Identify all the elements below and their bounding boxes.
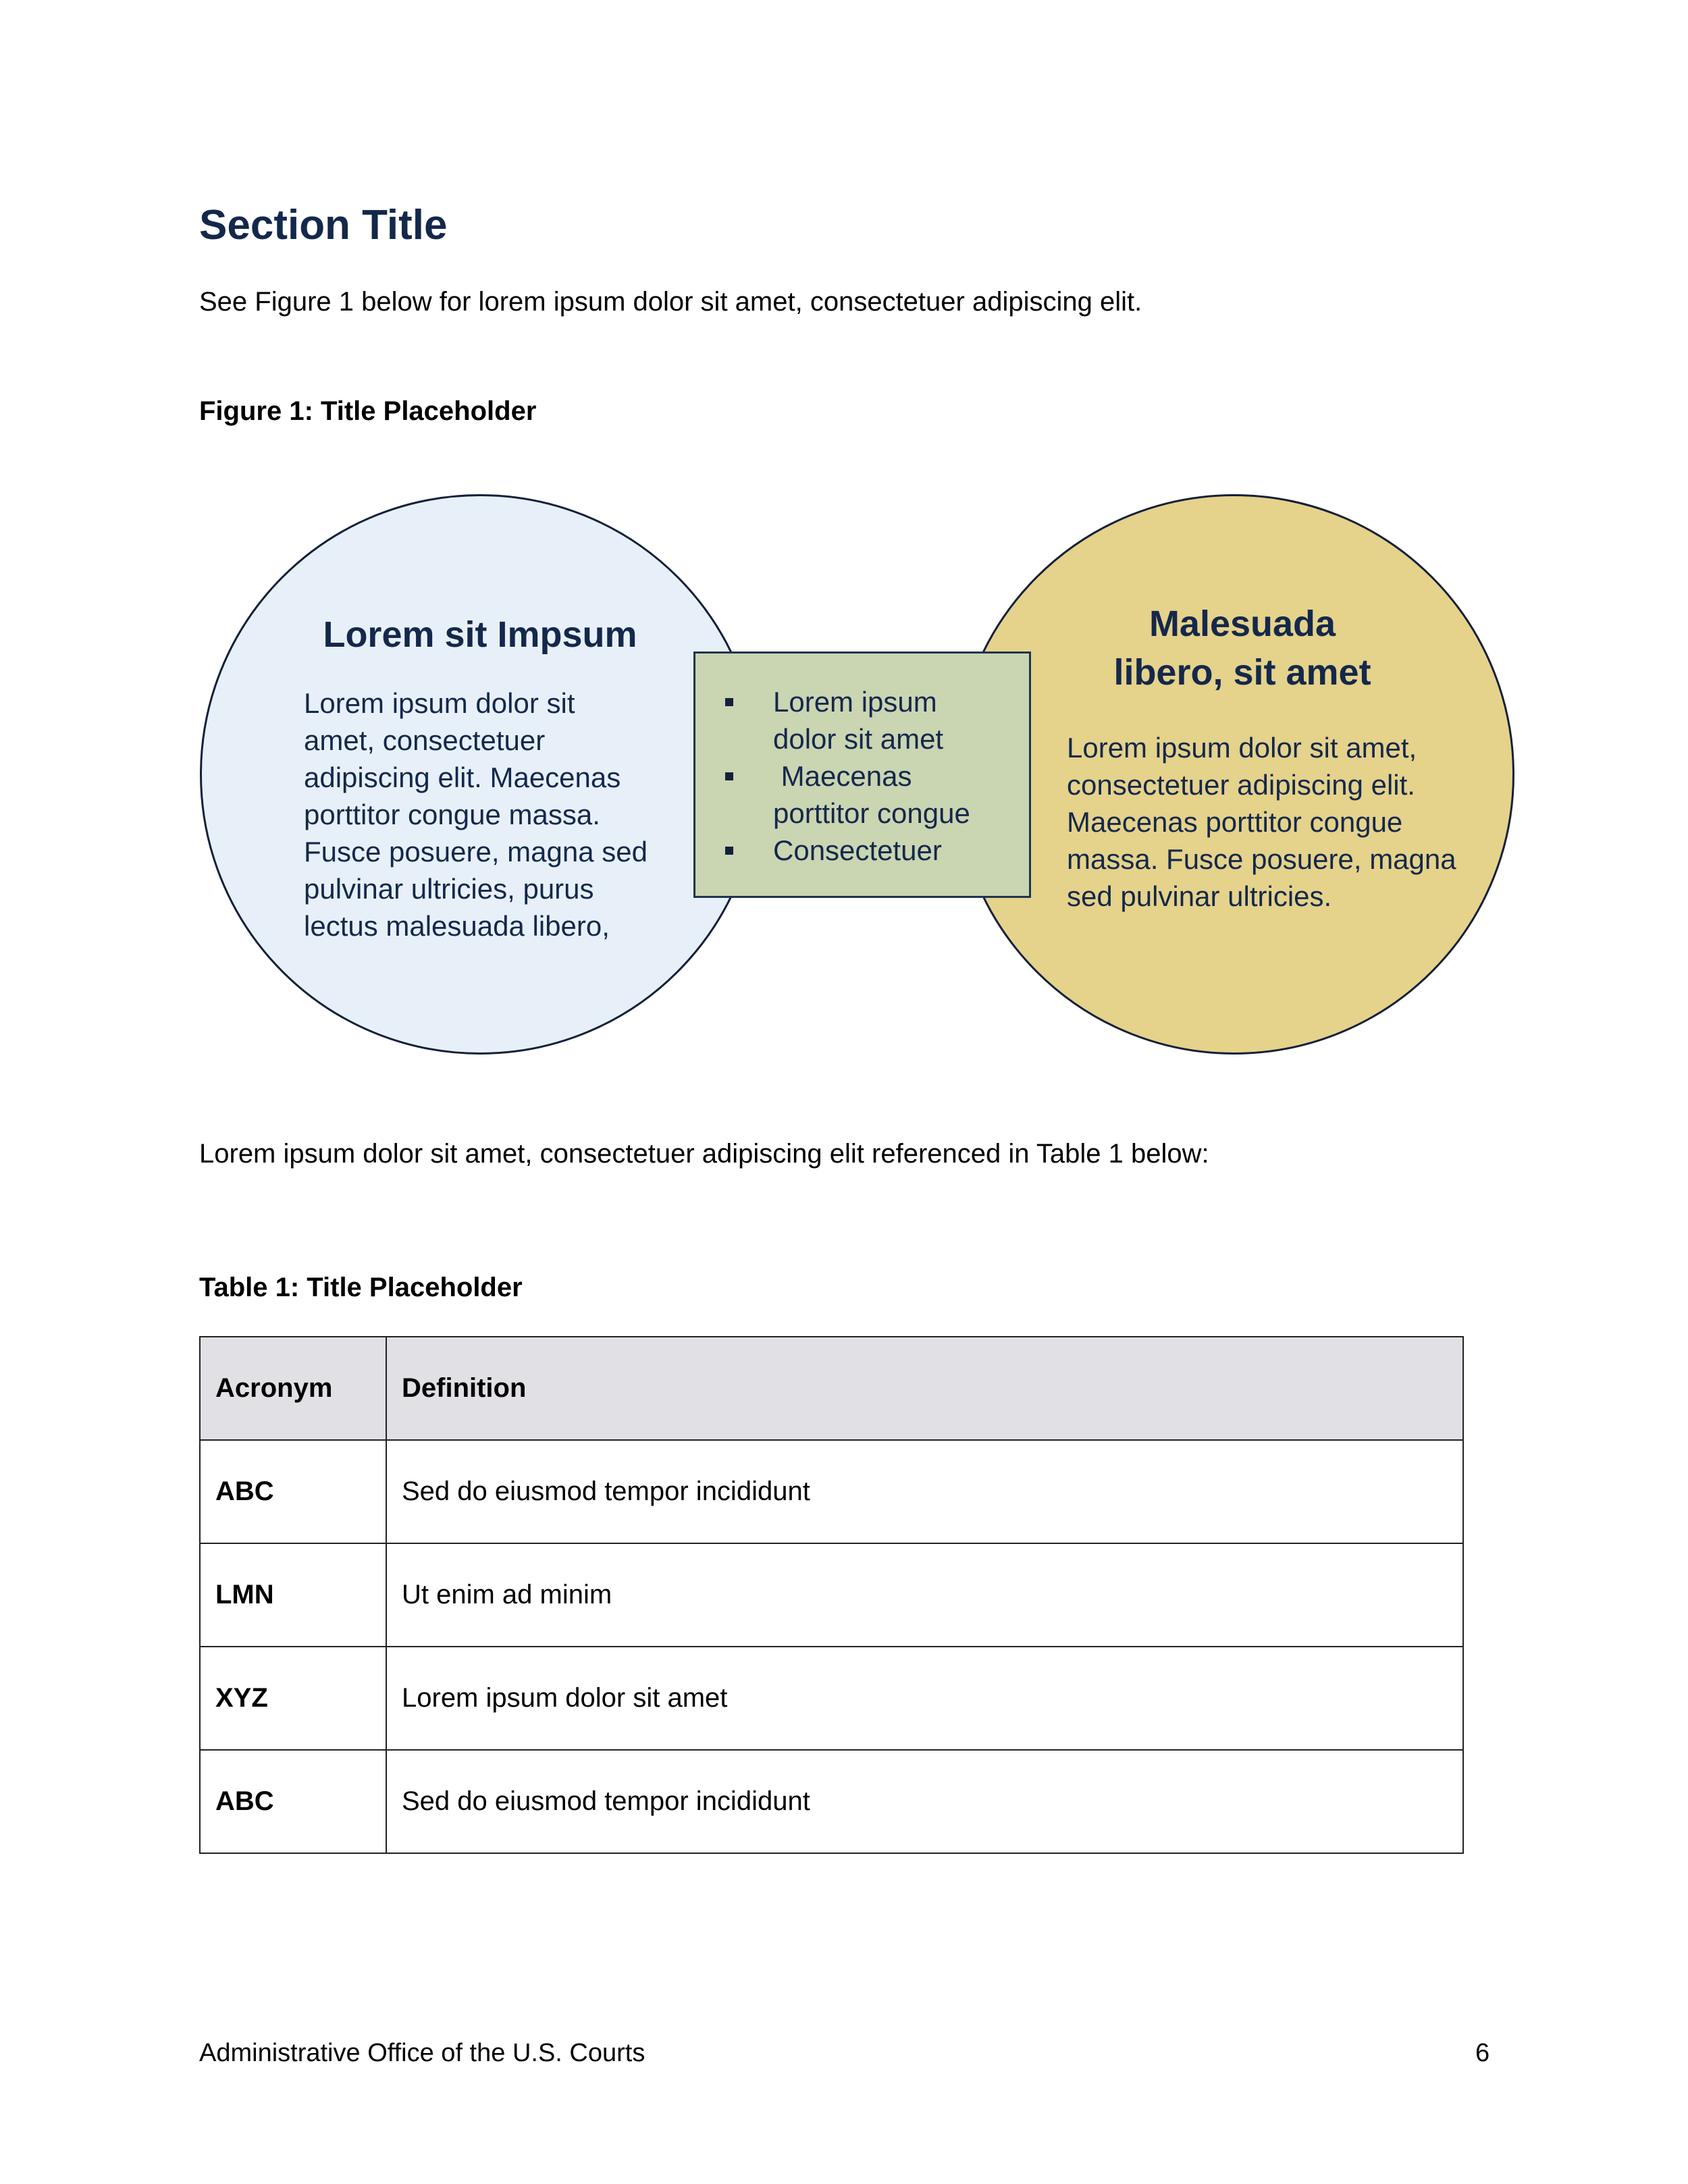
table-row xyxy=(200,1543,1463,1647)
center-bullet-list xyxy=(716,683,1013,869)
left-circle-text xyxy=(304,685,682,944)
title-line: libero, sit amet xyxy=(1113,652,1371,693)
text-line: lectus malesuada libero, xyxy=(304,910,610,942)
left-circle-title: Lorem sit Impsum xyxy=(323,614,637,655)
definition-cell: Lorem ipsum dolor sit amet xyxy=(386,1647,1463,1750)
bullet-item xyxy=(716,757,1013,832)
text-line: adipiscing elit. Maecenas xyxy=(304,762,621,793)
table-row xyxy=(200,1440,1463,1543)
text-line: sed pulvinar ultricies. xyxy=(1067,880,1332,912)
text-line: amet, consectetuer xyxy=(304,724,546,756)
page-number: 6 xyxy=(1475,2039,1490,2067)
text-line: Consectetuer xyxy=(773,834,942,866)
square-bullet-icon xyxy=(725,772,733,780)
text-line: pulvinar ultricies, purus xyxy=(304,873,594,905)
acronym-cell: XYZ xyxy=(200,1647,386,1750)
title-line: Malesuada xyxy=(1149,604,1336,644)
text-line: porttitor congue xyxy=(773,797,970,829)
figure-caption: Figure 1: Title Placeholder xyxy=(199,396,537,426)
text-line: Lorem ipsum dolor sit xyxy=(304,687,575,719)
table-header-row xyxy=(200,1337,1463,1440)
acronym-table xyxy=(199,1336,1464,1854)
text-line: Lorem ipsum dolor sit amet, xyxy=(1067,732,1417,764)
square-bullet-icon xyxy=(725,847,733,855)
definition-cell: Sed do eiusmod tempor incididunt xyxy=(386,1440,1463,1543)
table-row xyxy=(200,1647,1463,1750)
bullet-item xyxy=(716,832,1013,869)
text-line: consectetuer adipiscing elit. xyxy=(1067,769,1415,801)
text-line: Fusce posuere, magna sed xyxy=(304,836,648,868)
text-line: Maecenas xyxy=(773,760,912,792)
text-line: dolor sit amet xyxy=(773,723,944,755)
intro-paragraph: See Figure 1 below for lorem ipsum dolor sit amet, consectetuer adipiscing elit. xyxy=(199,287,1142,317)
square-bullet-icon xyxy=(725,698,733,706)
text-line: Lorem ipsum xyxy=(773,686,937,718)
section-title: Section Title xyxy=(199,202,448,248)
acronym-cell: ABC xyxy=(200,1440,386,1543)
acronym-cell: ABC xyxy=(200,1750,386,1853)
bullet-item xyxy=(716,683,1013,757)
text-line: porttitor congue massa. xyxy=(304,799,600,830)
text-line: Maecenas porttitor congue xyxy=(1067,806,1403,838)
header-acronym: Acronym xyxy=(200,1337,386,1440)
header-definition: Definition xyxy=(386,1337,1463,1440)
table-caption: Table 1: Title Placeholder xyxy=(199,1273,523,1302)
table-row xyxy=(200,1750,1463,1853)
acronym-cell: LMN xyxy=(200,1543,386,1647)
text-line: massa. Fusce posuere, magna xyxy=(1067,843,1456,875)
footer-organization: Administrative Office of the U.S. Courts xyxy=(199,2039,645,2067)
right-circle-text xyxy=(1067,729,1485,915)
definition-cell: Sed do eiusmod tempor incididunt xyxy=(386,1750,1463,1853)
right-circle-title xyxy=(1040,600,1445,697)
definition-cell: Ut enim ad minim xyxy=(386,1543,1463,1647)
table-intro-paragraph: Lorem ipsum dolor sit amet, consectetuer adipiscing elit referenced in Table 1 below: xyxy=(199,1139,1209,1169)
